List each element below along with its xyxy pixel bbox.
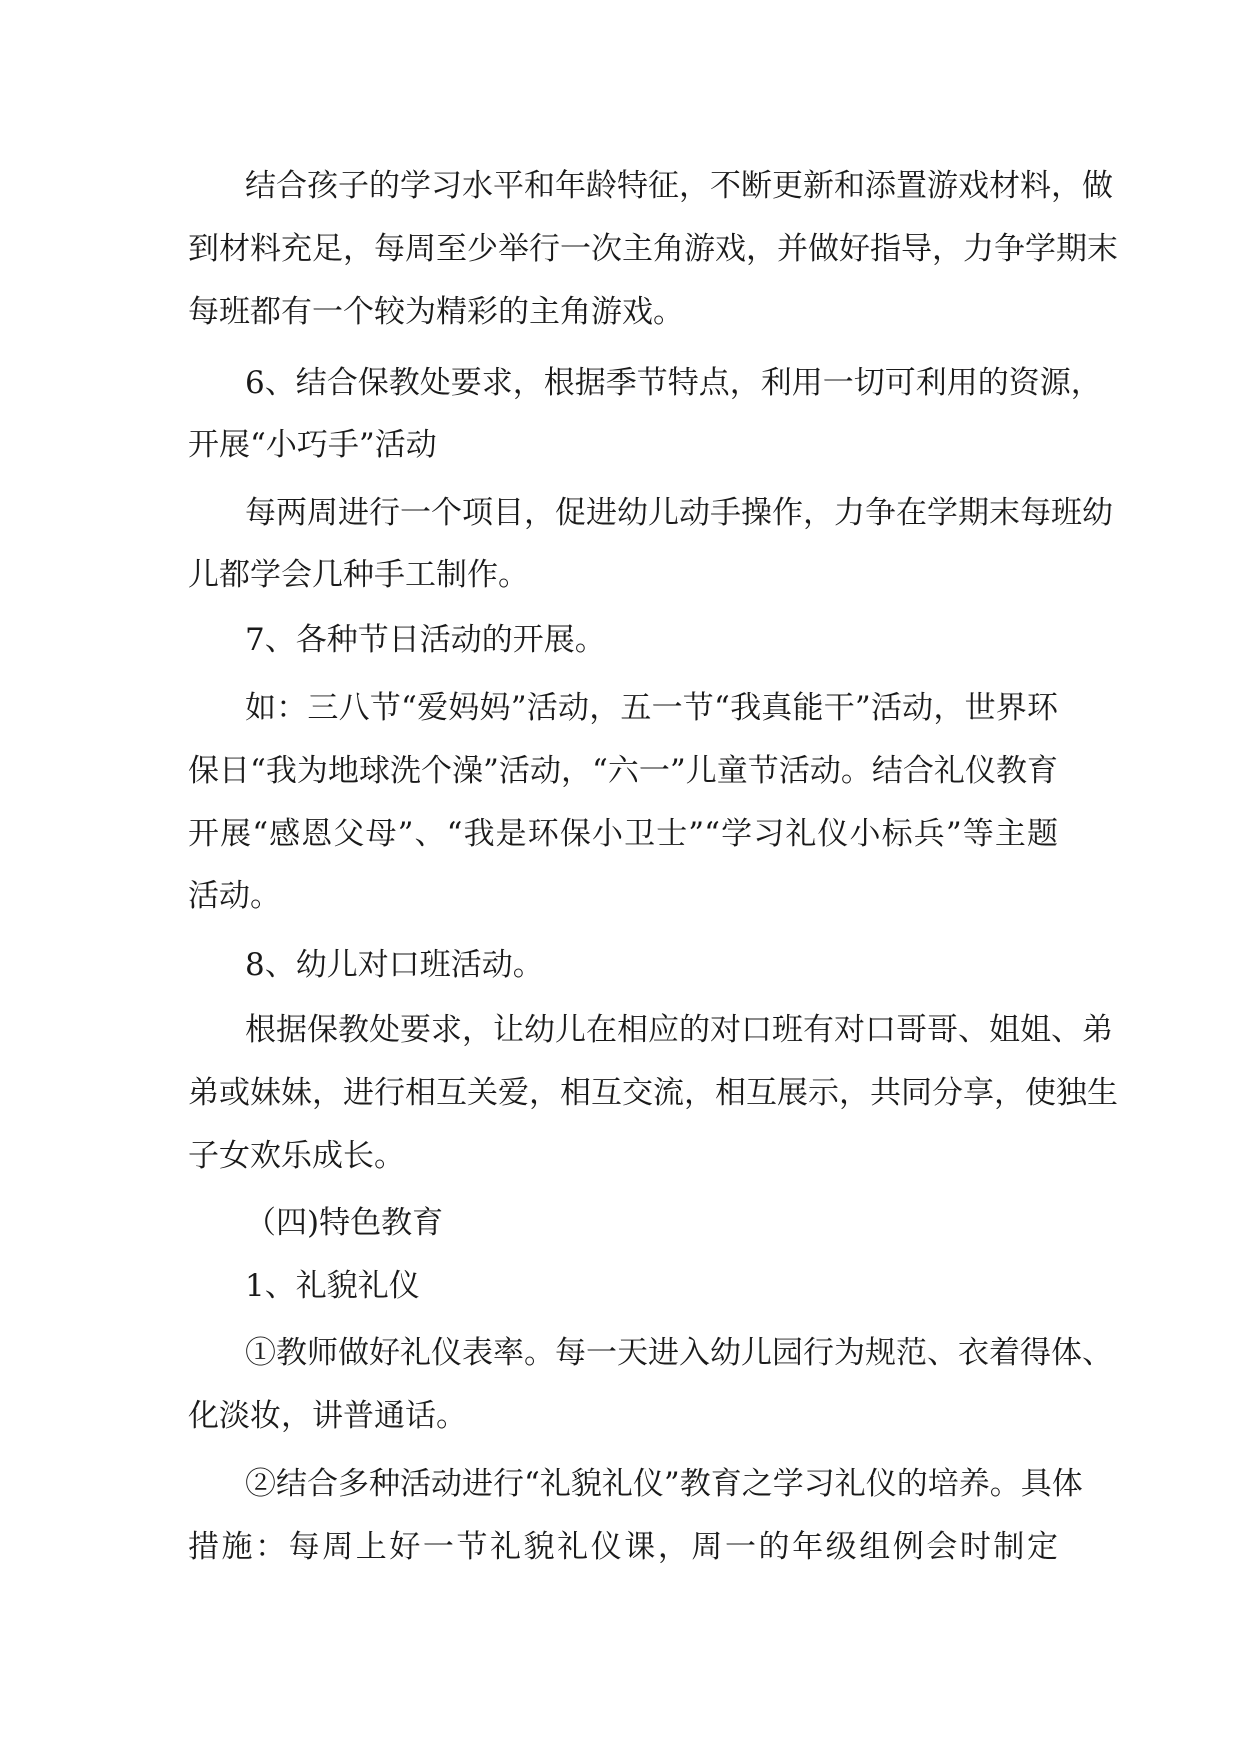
paragraph-line: 开展“小巧手”活动 — [188, 427, 437, 463]
paragraph-line: 措施：每周上好一节礼貌礼仪课，周一的年级组例会时制定 — [188, 1529, 1058, 1565]
paragraph-line: 儿都学会几种手工制作。 — [188, 557, 529, 593]
paragraph-line: ①教师做好礼仪表率。每一天进入幼儿园行为规范、衣着得体、 — [245, 1335, 1113, 1371]
section-heading: 8、幼儿对口班活动。 — [245, 947, 544, 983]
paragraph-line: 活动。 — [188, 878, 281, 914]
paragraph-line: 开展“感恩父母”、“我是环保小卫士”“学习礼仪小标兵”等主题 — [188, 816, 1058, 852]
section-heading: 7、各种节日活动的开展。 — [245, 622, 606, 658]
paragraph-line: 结合孩子的学习水平和年龄特征，不断更新和添置游戏材料，做 — [245, 168, 1113, 204]
paragraph-line: 每班都有一个较为精彩的主角游戏。 — [188, 294, 684, 330]
paragraph-line: 到材料充足，每周至少举行一次主角游戏，并做好指导，力争学期末 — [188, 231, 1118, 267]
paragraph-line: ②结合多种活动进行“礼貌礼仪”教育之学习礼仪的培养。具体 — [245, 1466, 1083, 1502]
paragraph-line: 根据保教处要求，让幼儿在相应的对口班有对口哥哥、姐姐、弟 — [245, 1012, 1113, 1048]
paragraph-line: 化淡妆，讲普通话。 — [188, 1398, 467, 1434]
paragraph-line: 6、结合保教处要求，根据季节特点，利用一切可利用的资源， — [245, 365, 1102, 401]
paragraph-line: 如：三八节“爱妈妈”活动，五一节“我真能干”活动，世界环 — [245, 690, 1058, 726]
section-heading: 1、礼貌礼仪 — [245, 1268, 420, 1304]
paragraph-line: 保日“我为地球洗个澡”活动，“六一”儿童节活动。结合礼仪教育 — [188, 753, 1058, 789]
paragraph-line: 弟或妹妹，进行相互关爱，相互交流，相互展示，共同分享，使独生 — [188, 1075, 1118, 1111]
section-heading: （四)特色教育 — [245, 1205, 444, 1241]
paragraph-line: 子女欢乐成长。 — [188, 1138, 405, 1174]
paragraph-line: 每两周进行一个项目，促进幼儿动手操作，力争在学期末每班幼 — [245, 495, 1113, 531]
